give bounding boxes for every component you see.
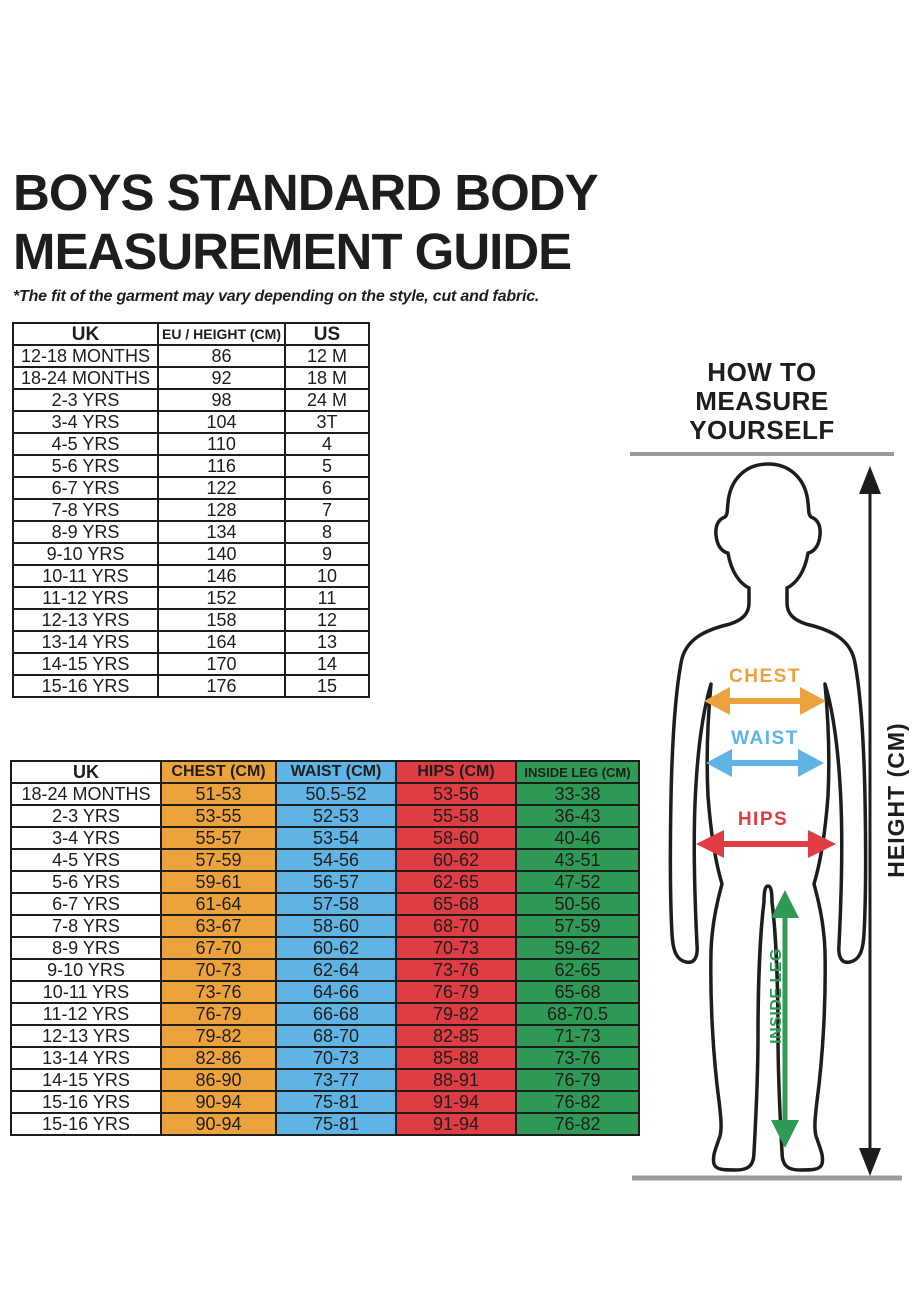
table-cell: 52-53 — [276, 805, 396, 827]
table-row — [13, 565, 369, 587]
body-measurement-table — [10, 760, 640, 1136]
table-cell: 79-82 — [396, 1003, 516, 1025]
table-cell: 68-70 — [396, 915, 516, 937]
table-cell: 18-24 MONTHS — [11, 783, 161, 805]
table-cell: 51-53 — [161, 783, 276, 805]
table-cell: 8-9 YRS — [11, 937, 161, 959]
table-row — [11, 959, 639, 981]
table-cell: 57-59 — [161, 849, 276, 871]
table-cell: 65-68 — [516, 981, 639, 1003]
size-table-header-us: US — [285, 323, 369, 345]
table-cell: 14-15 YRS — [13, 653, 158, 675]
table-cell: 12 — [285, 609, 369, 631]
diagram-title-line2: MEASURE YOURSELF — [689, 386, 835, 445]
table-cell: 90-94 — [161, 1091, 276, 1113]
table-cell: 55-58 — [396, 805, 516, 827]
table-cell: 15-16 YRS — [11, 1113, 161, 1135]
table-row — [11, 1069, 639, 1091]
table-cell: 6-7 YRS — [11, 893, 161, 915]
table-cell: 76-79 — [516, 1069, 639, 1091]
page-title — [13, 163, 598, 281]
table-cell: 4 — [285, 433, 369, 455]
size-table-header-row — [13, 323, 369, 345]
table-cell: 3-4 YRS — [13, 411, 158, 433]
table-cell: 50-56 — [516, 893, 639, 915]
table-row — [13, 455, 369, 477]
table-row — [13, 631, 369, 653]
table-cell: 70-73 — [396, 937, 516, 959]
table-row — [13, 587, 369, 609]
table-cell: 140 — [158, 543, 285, 565]
table-cell: 60-62 — [276, 937, 396, 959]
table-row — [13, 345, 369, 367]
measurement-table-header-uk: UK — [11, 761, 161, 783]
table-cell: 76-79 — [396, 981, 516, 1003]
table-cell: 68-70 — [276, 1025, 396, 1047]
table-cell: 47-52 — [516, 871, 639, 893]
table-cell: 4-5 YRS — [13, 433, 158, 455]
table-cell: 11-12 YRS — [11, 1003, 161, 1025]
table-cell: 2-3 YRS — [13, 389, 158, 411]
table-cell: 134 — [158, 521, 285, 543]
table-cell: 86 — [158, 345, 285, 367]
table-cell: 58-60 — [276, 915, 396, 937]
table-cell: 53-56 — [396, 783, 516, 805]
table-row — [11, 1113, 639, 1135]
table-cell: 91-94 — [396, 1113, 516, 1135]
table-cell: 58-60 — [396, 827, 516, 849]
table-cell: 92 — [158, 367, 285, 389]
table-cell: 122 — [158, 477, 285, 499]
table-row — [13, 543, 369, 565]
size-table-body — [13, 345, 369, 697]
table-cell: 8 — [285, 521, 369, 543]
table-cell: 6 — [285, 477, 369, 499]
table-cell: 85-88 — [396, 1047, 516, 1069]
height-label: HEIGHT (CM) — [883, 722, 909, 878]
table-cell: 3T — [285, 411, 369, 433]
table-cell: 66-68 — [276, 1003, 396, 1025]
table-cell: 60-62 — [396, 849, 516, 871]
table-cell: 170 — [158, 653, 285, 675]
table-cell: 73-76 — [161, 981, 276, 1003]
table-row — [13, 609, 369, 631]
table-cell: 88-91 — [396, 1069, 516, 1091]
table-cell: 9-10 YRS — [13, 543, 158, 565]
table-cell: 164 — [158, 631, 285, 653]
table-cell: 14-15 YRS — [11, 1069, 161, 1091]
table-cell: 73-76 — [516, 1047, 639, 1069]
table-cell: 57-59 — [516, 915, 639, 937]
table-cell: 5 — [285, 455, 369, 477]
table-cell: 62-65 — [396, 871, 516, 893]
table-cell: 56-57 — [276, 871, 396, 893]
table-cell: 53-54 — [276, 827, 396, 849]
table-row — [13, 675, 369, 697]
table-cell: 76-82 — [516, 1091, 639, 1113]
table-cell: 64-66 — [276, 981, 396, 1003]
table-cell: 59-61 — [161, 871, 276, 893]
table-cell: 62-65 — [516, 959, 639, 981]
page-title-line2: MEASUREMENT GUIDE — [13, 223, 572, 280]
table-cell: 15-16 YRS — [13, 675, 158, 697]
table-cell: 82-86 — [161, 1047, 276, 1069]
table-cell: 18 M — [285, 367, 369, 389]
table-cell: 158 — [158, 609, 285, 631]
table-cell: 55-57 — [161, 827, 276, 849]
table-row — [11, 827, 639, 849]
table-cell: 5-6 YRS — [11, 871, 161, 893]
table-cell: 110 — [158, 433, 285, 455]
table-row — [11, 915, 639, 937]
table-cell: 63-67 — [161, 915, 276, 937]
measurement-table-header-inside-leg: INSIDE LEG (CM) — [516, 761, 639, 783]
table-cell: 13 — [285, 631, 369, 653]
table-row — [13, 367, 369, 389]
table-row — [11, 937, 639, 959]
measurement-table-header-row — [11, 761, 639, 783]
inside-leg-label: INSIDE LEG — [768, 948, 785, 1044]
measurement-table-header-chest: CHEST (CM) — [161, 761, 276, 783]
table-cell: 9 — [285, 543, 369, 565]
table-cell: 152 — [158, 587, 285, 609]
table-cell: 4-5 YRS — [11, 849, 161, 871]
table-cell: 61-64 — [161, 893, 276, 915]
size-table-header-eu-height: EU / HEIGHT (CM) — [158, 323, 285, 345]
table-cell: 59-62 — [516, 937, 639, 959]
how-to-measure-diagram — [630, 358, 924, 1182]
diagram-title — [630, 358, 894, 445]
measurement-table-header-waist: WAIST (CM) — [276, 761, 396, 783]
diagram-title-line1: HOW TO — [707, 357, 817, 387]
table-cell: 12-18 MONTHS — [13, 345, 158, 367]
table-cell: 67-70 — [161, 937, 276, 959]
table-row — [11, 783, 639, 805]
table-row — [13, 411, 369, 433]
table-row — [13, 653, 369, 675]
table-cell: 50.5-52 — [276, 783, 396, 805]
table-cell: 24 M — [285, 389, 369, 411]
table-row — [13, 521, 369, 543]
table-cell: 11 — [285, 587, 369, 609]
table-cell: 53-55 — [161, 805, 276, 827]
table-row — [11, 849, 639, 871]
table-cell: 10-11 YRS — [13, 565, 158, 587]
table-cell: 6-7 YRS — [13, 477, 158, 499]
table-cell: 40-46 — [516, 827, 639, 849]
table-cell: 33-38 — [516, 783, 639, 805]
table-cell: 75-81 — [276, 1091, 396, 1113]
table-cell: 13-14 YRS — [13, 631, 158, 653]
table-cell: 12-13 YRS — [11, 1025, 161, 1047]
table-cell: 54-56 — [276, 849, 396, 871]
table-cell: 3-4 YRS — [11, 827, 161, 849]
table-cell: 10 — [285, 565, 369, 587]
table-row — [11, 1047, 639, 1069]
table-cell: 9-10 YRS — [11, 959, 161, 981]
table-cell: 18-24 MONTHS — [13, 367, 158, 389]
table-cell: 76-82 — [516, 1113, 639, 1135]
table-cell: 5-6 YRS — [13, 455, 158, 477]
table-cell: 12-13 YRS — [13, 609, 158, 631]
page-title-line1: BOYS STANDARD BODY — [13, 164, 598, 221]
table-cell: 71-73 — [516, 1025, 639, 1047]
table-cell: 79-82 — [161, 1025, 276, 1047]
waist-label: WAIST — [731, 728, 799, 749]
table-cell: 104 — [158, 411, 285, 433]
table-cell: 82-85 — [396, 1025, 516, 1047]
table-row — [11, 981, 639, 1003]
fit-disclaimer: *The fit of the garment may vary depending on the style, cut and fabric. — [13, 288, 540, 305]
table-row — [13, 499, 369, 521]
table-row — [11, 893, 639, 915]
table-cell: 73-77 — [276, 1069, 396, 1091]
body-figure-diagram — [630, 456, 924, 1182]
table-row — [13, 389, 369, 411]
table-row — [11, 1025, 639, 1047]
table-cell: 15 — [285, 675, 369, 697]
table-cell: 10-11 YRS — [11, 981, 161, 1003]
table-cell: 8-9 YRS — [13, 521, 158, 543]
size-conversion-table — [12, 322, 370, 698]
table-cell: 7-8 YRS — [11, 915, 161, 937]
table-cell: 12 M — [285, 345, 369, 367]
table-cell: 91-94 — [396, 1091, 516, 1113]
table-row — [13, 477, 369, 499]
table-cell: 73-76 — [396, 959, 516, 981]
table-cell: 11-12 YRS — [13, 587, 158, 609]
table-cell: 68-70.5 — [516, 1003, 639, 1025]
table-cell: 57-58 — [276, 893, 396, 915]
table-cell: 98 — [158, 389, 285, 411]
table-cell: 13-14 YRS — [11, 1047, 161, 1069]
table-cell: 86-90 — [161, 1069, 276, 1091]
table-cell: 2-3 YRS — [11, 805, 161, 827]
table-cell: 176 — [158, 675, 285, 697]
table-cell: 43-51 — [516, 849, 639, 871]
table-cell: 70-73 — [276, 1047, 396, 1069]
table-row — [11, 805, 639, 827]
table-cell: 128 — [158, 499, 285, 521]
measurement-table-body — [11, 783, 639, 1135]
table-cell: 62-64 — [276, 959, 396, 981]
table-cell: 7 — [285, 499, 369, 521]
table-row — [11, 1091, 639, 1113]
table-cell: 36-43 — [516, 805, 639, 827]
measurement-table-header-hips: HIPS (CM) — [396, 761, 516, 783]
table-row — [11, 871, 639, 893]
table-cell: 14 — [285, 653, 369, 675]
hips-label: HIPS — [737, 809, 789, 830]
table-cell: 15-16 YRS — [11, 1091, 161, 1113]
table-row — [13, 433, 369, 455]
table-row — [11, 1003, 639, 1025]
table-cell: 90-94 — [161, 1113, 276, 1135]
table-cell: 146 — [158, 565, 285, 587]
table-cell: 70-73 — [161, 959, 276, 981]
chest-label: CHEST — [729, 666, 801, 687]
table-cell: 116 — [158, 455, 285, 477]
table-cell: 65-68 — [396, 893, 516, 915]
size-table-header-uk: UK — [13, 323, 158, 345]
table-cell: 7-8 YRS — [13, 499, 158, 521]
table-cell: 76-79 — [161, 1003, 276, 1025]
table-cell: 75-81 — [276, 1113, 396, 1135]
